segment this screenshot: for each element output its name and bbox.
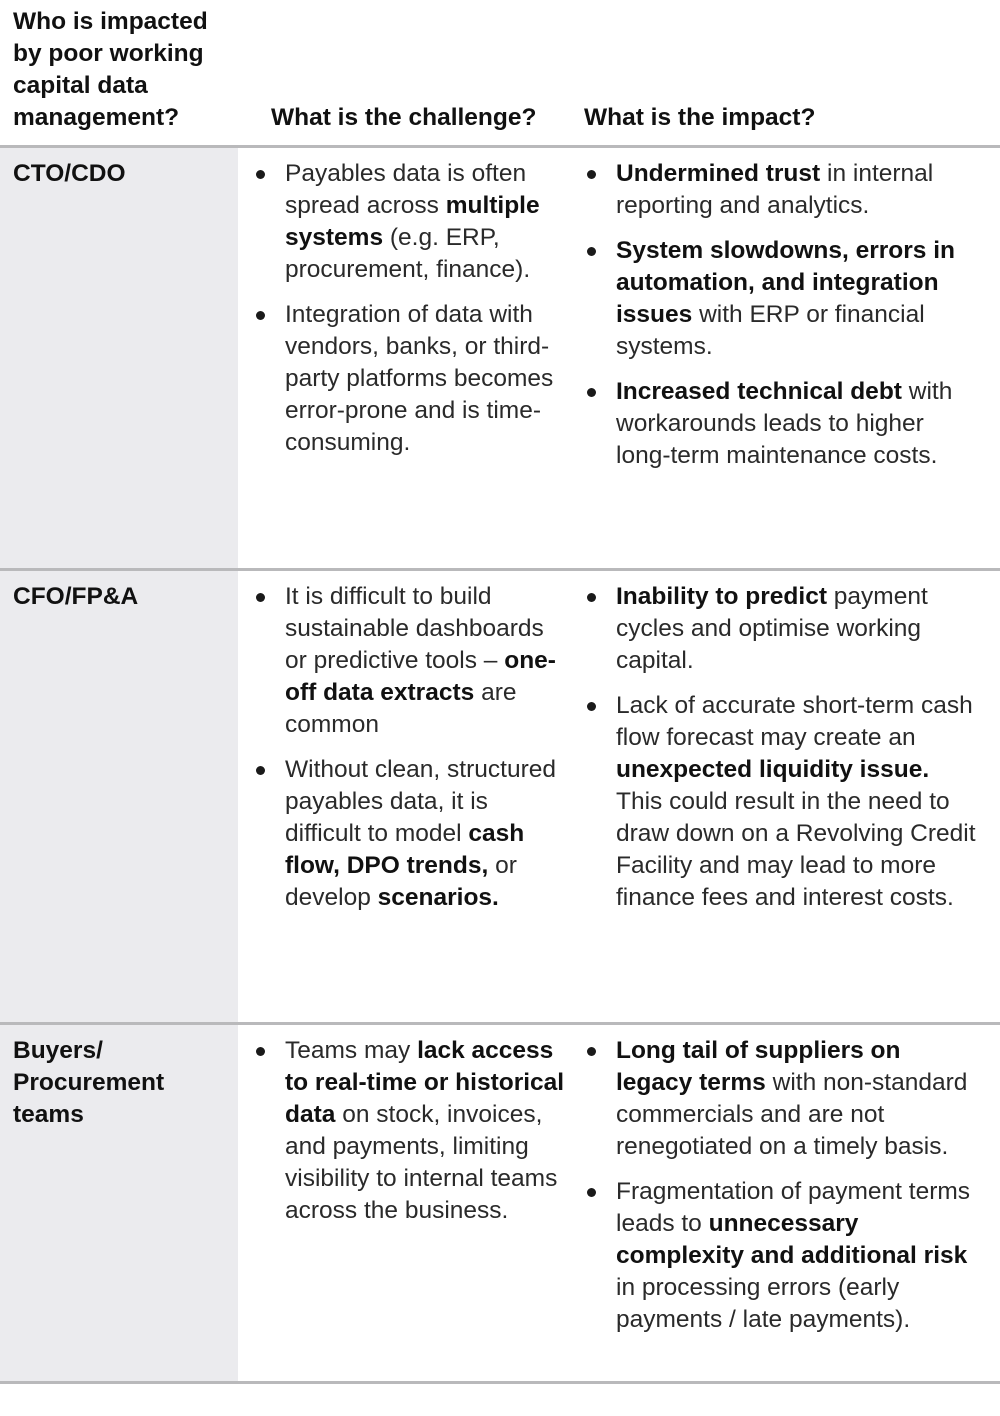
text: Teams may — [285, 1037, 418, 1064]
list-item — [581, 1035, 981, 1163]
text: Fragmentation of payment terms leads to — [616, 1178, 971, 1237]
challenge-list — [250, 158, 570, 472]
bold-text: unexpected liquidity issue. — [616, 756, 930, 783]
impact-list — [581, 158, 981, 485]
impact-list — [581, 1035, 981, 1349]
bold-text: Long tail of suppliers on legacy terms — [616, 1037, 901, 1096]
list-item — [250, 158, 570, 286]
text: on stock, invoices, and payments, limiting visibility to internal teams across the business. — [285, 1101, 558, 1224]
bullet-icon — [587, 1047, 596, 1056]
list-item — [581, 376, 981, 472]
text: (e.g. ERP, procurement, finance). — [285, 224, 531, 283]
bullet-icon — [256, 1047, 265, 1056]
bold-text: cash flow, DPO trends, — [285, 820, 525, 879]
bold-text: one-off data extracts — [285, 647, 556, 706]
bullet-icon — [256, 593, 265, 602]
bold-text: Increased technical debt — [616, 378, 902, 405]
challenge-list — [250, 581, 570, 927]
bullet-icon — [587, 170, 596, 179]
bold-text: unnecessary complexity and additional risk — [616, 1210, 968, 1269]
text: are common — [285, 679, 517, 738]
bullet-icon — [587, 247, 596, 256]
bullet-icon — [256, 311, 265, 320]
text: or develop — [285, 852, 517, 911]
bullet-icon — [587, 1188, 596, 1197]
bold-text: scenarios. — [377, 884, 499, 911]
header-challenge: What is the challenge? — [271, 104, 537, 131]
role-label: Buyers/ Procurement teams — [13, 1037, 165, 1128]
bold-text: Inability to predict — [616, 583, 827, 610]
list-item — [250, 754, 570, 914]
text: Lack of accurate short-term cash flow forecast may create an — [616, 692, 973, 751]
table-row — [0, 148, 1000, 568]
bold-text: Undermined trust — [616, 160, 821, 187]
list-item — [581, 158, 981, 222]
bold-text: System slowdowns, errors in automation, and integration issues — [616, 237, 956, 328]
text: with ERP or financial systems. — [616, 301, 925, 360]
bold-text: lack access to real-time or historical data — [285, 1037, 565, 1128]
impact-list — [581, 581, 981, 927]
challenge-list — [250, 1035, 570, 1240]
list-item — [581, 581, 981, 677]
divider — [0, 1381, 1000, 1384]
text: This could result in the need to draw down on a Revolving Credit Facility and may lead to more finance fees and interest costs. — [616, 788, 976, 911]
list-item — [581, 690, 981, 914]
list-item — [250, 1035, 570, 1227]
bullet-icon — [587, 388, 596, 397]
table-header — [0, 0, 1000, 146]
list-item — [581, 1176, 981, 1336]
table-row — [0, 1025, 1000, 1381]
role-label: CTO/CDO — [13, 160, 126, 187]
role-label: CFO/FP&A — [13, 583, 139, 610]
text: Without clean, structured payables data, it is difficult to model — [285, 756, 556, 847]
text: in internal reporting and analytics. — [616, 160, 934, 219]
bullet-icon — [256, 170, 265, 179]
role-cell-background — [0, 571, 238, 1022]
header-who: Who is impacted by poor working capital data management? — [13, 8, 208, 131]
text: It is difficult to build sustainable dashboards or predictive tools – — [285, 583, 544, 674]
text: Integration of data with vendors, banks, or third-party platforms becomes error-prone and is time-consuming. — [285, 301, 554, 456]
bullet-icon — [587, 593, 596, 602]
text: with workarounds leads to higher long-term maintenance costs. — [616, 378, 953, 469]
role-cell-background — [0, 148, 238, 568]
text: payment cycles and optimise working capital. — [616, 583, 928, 674]
list-item — [581, 235, 981, 363]
bullet-icon — [587, 702, 596, 711]
header-impact: What is the impact? — [584, 104, 816, 131]
table-row — [0, 571, 1000, 1022]
text: Payables data is often spread across — [285, 160, 527, 219]
bullet-icon — [256, 766, 265, 775]
list-item — [250, 299, 570, 459]
text: with non-standard commercials and are not renegotiated on a timely basis. — [616, 1069, 968, 1160]
text: in processing errors (early payments / late payments). — [616, 1274, 911, 1333]
bold-text: multiple systems — [285, 192, 540, 251]
list-item — [250, 581, 570, 741]
